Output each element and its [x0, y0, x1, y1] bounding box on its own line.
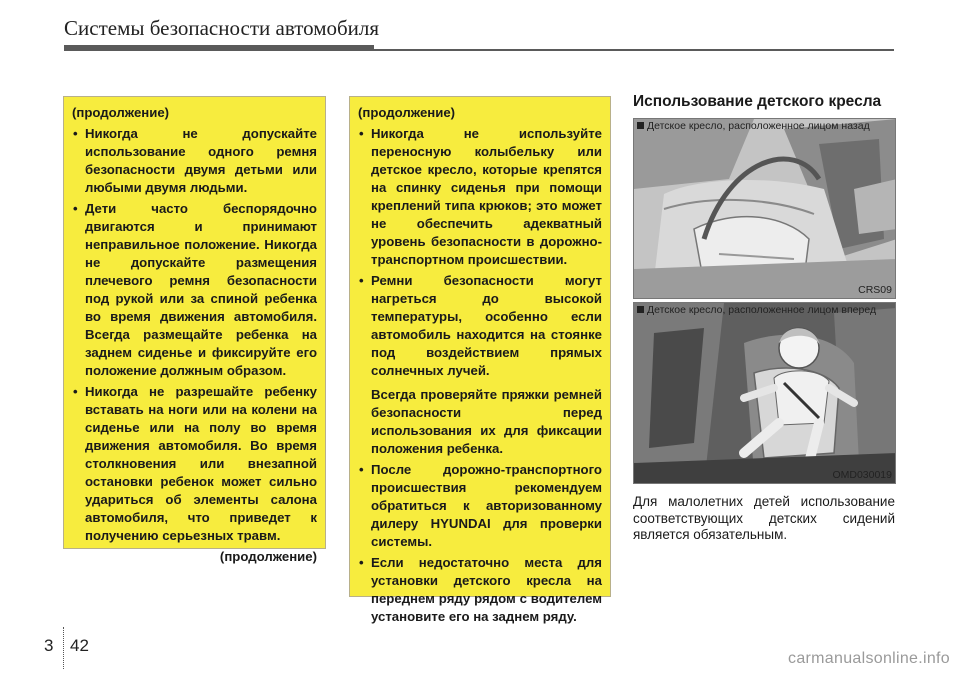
rear-facing-child-seat-illustration — [634, 119, 896, 299]
figure-caption — [637, 120, 870, 132]
figure-caption-text: Детское кресло, расположенное лицом назад — [647, 120, 870, 132]
figure-code: CRS09 — [858, 284, 892, 296]
watermark: carmanualsonline.info — [788, 650, 950, 667]
warning-item-text: Всегда проверяйте пряжки ремней безопасности перед использования их для фиксации положения ребенка. — [371, 387, 602, 456]
figure-caption-text: Детское кресло, расположенное лицом вперед — [647, 304, 877, 316]
page-header-title: Системы безопасности автомобиля — [64, 16, 380, 40]
page-number-divider — [63, 627, 64, 669]
warning-item-text: • После дорожно-транспортного происшествия рекомендуем обратиться к авторизованному дилеру HYUNDAI для проверки системы. — [371, 462, 602, 549]
figure-forward-facing-seat — [633, 302, 896, 484]
box-tail: (продолжение) — [219, 549, 317, 564]
page-number: 42 — [70, 636, 89, 655]
warning-item — [358, 125, 602, 269]
warning-item — [358, 272, 602, 458]
figure-code: OMD030019 — [832, 469, 892, 481]
warning-item: • Никогда не разрешайте ребенку вставать на ноги или на колени на сиденье или на полу во время движения автомобиля. Во время столкновения или внезапной остановки ребенок может сильно удариться об элементы салона автомобиля, что приведет к получению серьезных травм. — [72, 383, 317, 545]
box-head: (продолжение) — [72, 105, 170, 120]
warning-item-text: • Никогда не используйте переносную колыбельку или детское кресло, которые крепятся на спинку сиденья при помощи креплений типа крюков; это может не обеспечить адекватный уровень безопасности в дорожно-транспортном происшествии. — [371, 126, 602, 267]
figure-rear-facing-seat — [633, 118, 896, 299]
figure-caption — [637, 304, 876, 316]
square-bullet-icon — [637, 122, 644, 129]
page-section-number: 3 — [44, 636, 54, 655]
square-bullet-icon — [637, 306, 644, 313]
forward-facing-child-seat-illustration — [634, 303, 896, 484]
warning-box-left — [63, 96, 326, 564]
body-paragraph: Для малолетних детей использование соответствующих детских сидений является обязательным. — [633, 494, 895, 542]
warning-item-text: • Ремни безопасности могут нагреться до высокой температуры, особенно если автомобиль находится на стоянке под воздействием прямых солнечных лучей. — [371, 273, 602, 378]
header-rule-thin — [374, 49, 894, 51]
section-title: Использование детского кресла — [633, 93, 882, 110]
warning-box-middle — [349, 96, 611, 624]
warning-item-text: • Если недостаточно места для установки детского кресла на переднем ряду рядом с водителем установите его на заднем ряду. — [371, 555, 602, 624]
warning-item: • Никогда не допускайте использование одного ремня безопасности двумя детьми или любыми двумя людьми. — [72, 125, 317, 197]
box-head: (продолжение) — [358, 105, 456, 120]
warning-item: • Дети часто беспорядочно двигаются и принимают неправильное положение. Никогда не допускайте размещения плечевого ремня безопасности под рукой или за спиной ребенка во время движения автомобиля. Всегда размещайте ребенка на заднем сиденье и фиксируйте его положение должным образом. — [72, 200, 317, 380]
header-rule-thick — [64, 45, 374, 51]
warning-item — [358, 461, 602, 551]
warning-item — [358, 554, 602, 626]
